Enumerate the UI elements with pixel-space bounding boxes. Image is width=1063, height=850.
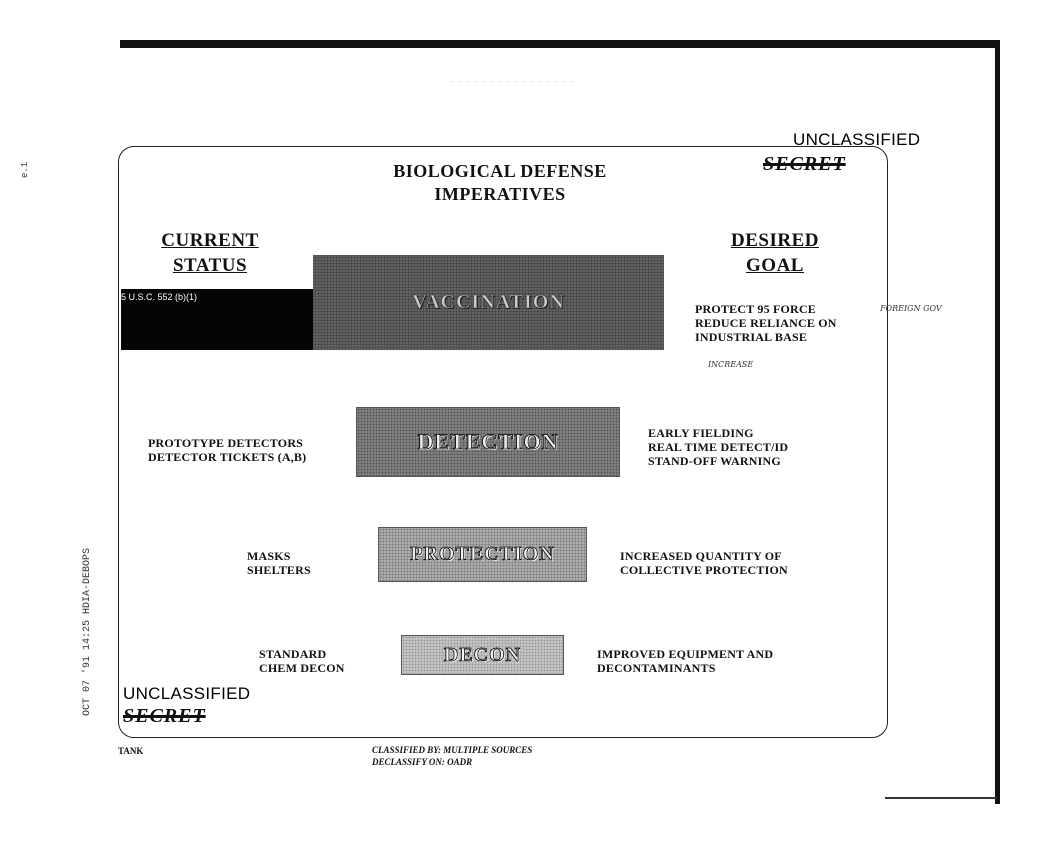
protection-label: PROTECTION: [410, 543, 555, 565]
protection-bar: [378, 527, 587, 582]
title-line-1: BIOLOGICAL DEFENSE: [393, 161, 607, 181]
scan-right-border: [995, 44, 1000, 804]
protection-status: [247, 549, 311, 577]
current-status-header: [140, 228, 280, 278]
status-item: SHELTERS: [247, 563, 311, 577]
scan-bottom-border: [885, 797, 997, 799]
current-status-line-2: STATUS: [172, 255, 248, 276]
status-item: STANDARD: [259, 647, 327, 661]
marking-secret-top: SECRET: [763, 153, 846, 175]
slide-title: [330, 160, 670, 206]
goal-item: INDUSTRIAL BASE: [695, 330, 808, 344]
detection-label: DETECTION: [417, 429, 559, 454]
footer-classification: [372, 744, 532, 768]
goal-item: REDUCE RELIANCE ON: [695, 316, 837, 330]
handwritten-increase: INCREASE: [708, 360, 754, 369]
marking-unclassified-bottom: UNCLASSIFIED: [123, 684, 251, 703]
current-status-line-1: CURRENT: [161, 230, 259, 251]
detection-bar: [356, 407, 620, 477]
marking-unclassified-top: UNCLASSIFIED: [793, 130, 921, 149]
goal-item: DECONTAMINANTS: [597, 661, 716, 675]
status-item: PROTOTYPE DETECTORS: [148, 436, 304, 450]
goal-item: COLLECTIVE PROTECTION: [620, 563, 788, 577]
goal-item: EARLY FIELDING: [648, 426, 754, 440]
redaction-label: 5 U.S.C. 552 (b)(1): [121, 292, 198, 302]
decon-label: DECON: [443, 643, 522, 666]
vaccination-label: VACCINATION: [412, 291, 565, 313]
title-line-2: IMPERATIVES: [434, 184, 566, 204]
goal-item: IMPROVED EQUIPMENT AND: [597, 647, 774, 661]
vaccination-goals: [695, 302, 837, 344]
decon-goals: [597, 647, 773, 675]
desired-goal-line-2: GOAL: [746, 255, 804, 276]
goal-item: PROTECT 95 FORCE: [695, 302, 816, 316]
goal-item: REAL TIME DETECT/ID: [648, 440, 789, 454]
handwritten-foreign-gov: FOREIGN GOV: [880, 304, 942, 313]
fax-header: · · · · · · · · · · · · · · · ·: [450, 79, 575, 85]
desired-goal-header: [705, 228, 845, 278]
fax-timestamp: OCT 07 '91 14:25 HDIA-DEBOPS: [82, 547, 93, 716]
status-item: CHEM DECON: [259, 661, 345, 675]
scan-top-border: [120, 40, 1000, 48]
detection-goals: [648, 426, 788, 468]
detection-status: [148, 436, 306, 464]
status-item: DETECTOR TICKETS (A,B): [148, 450, 307, 464]
status-item: MASKS: [247, 549, 291, 563]
decon-status: [259, 647, 345, 675]
desired-goal-line-1: DESIRED: [731, 230, 819, 251]
goal-item: STAND-OFF WARNING: [648, 454, 781, 468]
footer-tank: TANK: [118, 746, 144, 756]
classified-by: CLASSIFIED BY: MULTIPLE SOURCES: [372, 745, 533, 755]
marking-secret-bottom: SECRET: [123, 705, 206, 727]
declassify-on: DECLASSIFY ON: OADR: [372, 757, 473, 767]
vaccination-bar: [313, 255, 664, 350]
protection-goals: [620, 549, 788, 577]
goal-item: INCREASED QUANTITY OF: [620, 549, 782, 563]
decon-bar: [401, 635, 564, 675]
side-page-number: e.1: [20, 161, 30, 178]
